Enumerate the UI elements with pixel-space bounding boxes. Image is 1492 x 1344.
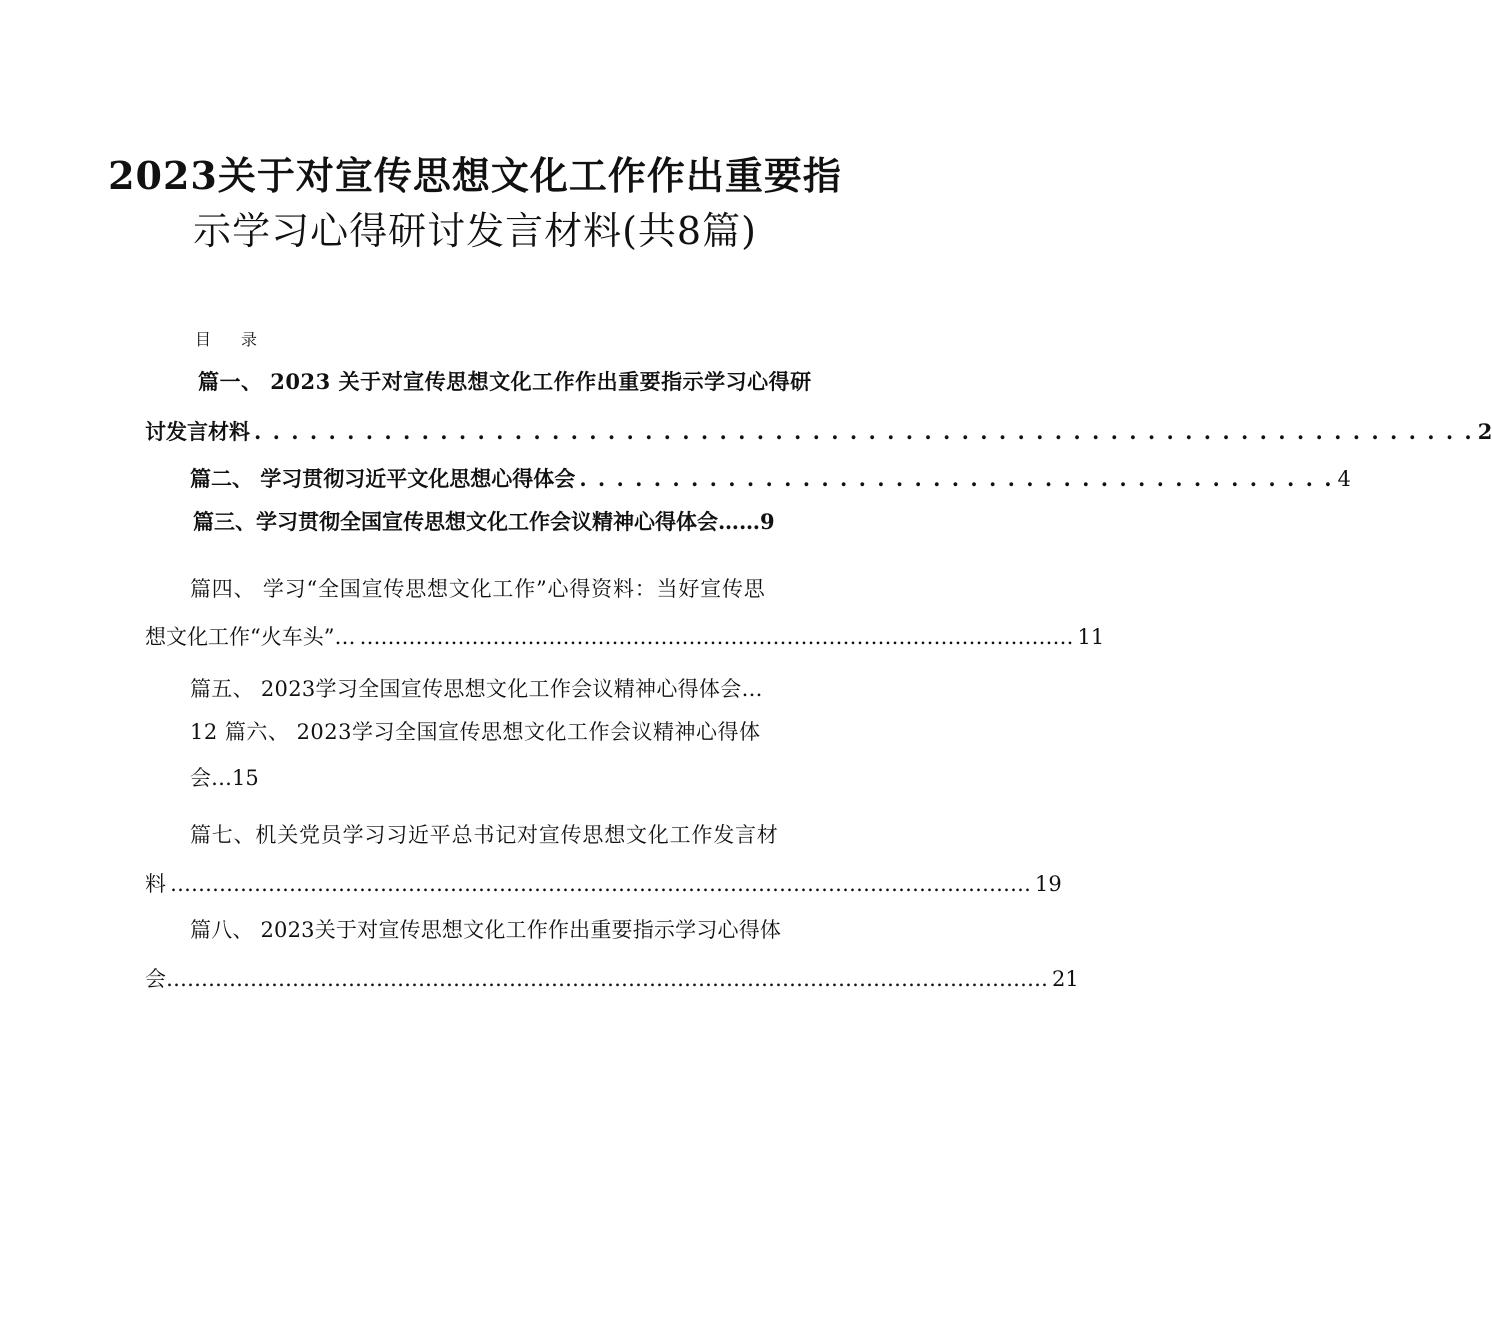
toc-leader-dots: ………………………………………………………………………………………… xyxy=(359,625,1074,649)
toc-entry-1-text: 讨发言材料 xyxy=(145,419,250,444)
document-title-line-2: 示学习心得研讨发言材料(共8篇) xyxy=(193,209,757,253)
toc-entry-5[interactable]: 篇五、 2023学习全国宣传思想文化工作会议精神心得体会… xyxy=(190,677,763,701)
toc-entry-1-line-1[interactable]: 篇一、 2023 关于对宣传思想文化工作作出重要指示学习心得研 xyxy=(198,369,812,394)
toc-entry-8-line-2[interactable] xyxy=(145,967,1079,991)
toc-entry-4-line-1[interactable]: 篇四、 学习“全国宣传思想文化工作”心得资料：当好宣传思 xyxy=(190,577,766,601)
toc-entry-2[interactable] xyxy=(190,466,1351,491)
toc-entry-8-line-1[interactable]: 篇八、 2023关于对宣传思想文化工作作出重要指示学习心得体 xyxy=(190,918,782,942)
toc-entry-8-page: 21 xyxy=(1052,967,1079,991)
toc-entry-6-line-1[interactable]: 12 篇六、 2023学习全国宣传思想文化工作会议精神心得体 xyxy=(190,720,761,744)
toc-entry-7-line-2[interactable] xyxy=(145,872,1062,896)
toc-entry-6-line-2[interactable]: 会…15 xyxy=(190,766,259,790)
toc-entry-7-text: 料 xyxy=(145,872,166,896)
toc-leader-dots: …………………………………………………………………………………………………………… xyxy=(170,872,1031,896)
toc-entry-7-line-1[interactable]: 篇七、机关党员学习习近平总书记对宣传思想文化工作发言材 xyxy=(190,823,779,847)
toc-entry-4-text: 想文化工作“火车头”… xyxy=(145,625,356,649)
toc-leader-dots: . . . . . . . . . . . . . . . . . . . . . . . . . . . . . . . . . . . . . . . . . . . . . . . . . . . . . . . . . . . . . . . . . . xyxy=(254,419,1474,444)
toc-leader-dots: ……………………………………………………………………………………………………………… xyxy=(166,967,1048,991)
toc-entry-3[interactable]: 篇三、学习贯彻全国宣传思想文化工作会议精神心得体会……9 xyxy=(193,509,775,534)
toc-entry-1-line-2[interactable] xyxy=(145,419,1492,444)
toc-entry-2-page: 4 xyxy=(1337,467,1351,491)
toc-heading-char-1: 目 xyxy=(195,330,212,349)
toc-heading-char-2: 录 xyxy=(241,330,258,349)
toc-entry-2-text: 篇二、 学习贯彻习近平文化思想心得体会 xyxy=(190,466,576,491)
toc-heading xyxy=(195,327,257,350)
toc-entry-8-text: 会 xyxy=(145,967,166,991)
toc-leader-dots: . . . . . . . . . . . . . . . . . . . . . . . . . . . . . . . . . . . . . . . . . xyxy=(579,466,1334,491)
toc-entry-1-page: 2 xyxy=(1477,419,1492,444)
toc-entry-4-line-2[interactable] xyxy=(145,625,1105,649)
toc-entry-7-page: 19 xyxy=(1035,872,1062,896)
toc-entry-4-page: 11 xyxy=(1077,625,1105,649)
document-title-line-1: 2023关于对宣传思想文化工作作出重要指 xyxy=(108,153,842,198)
